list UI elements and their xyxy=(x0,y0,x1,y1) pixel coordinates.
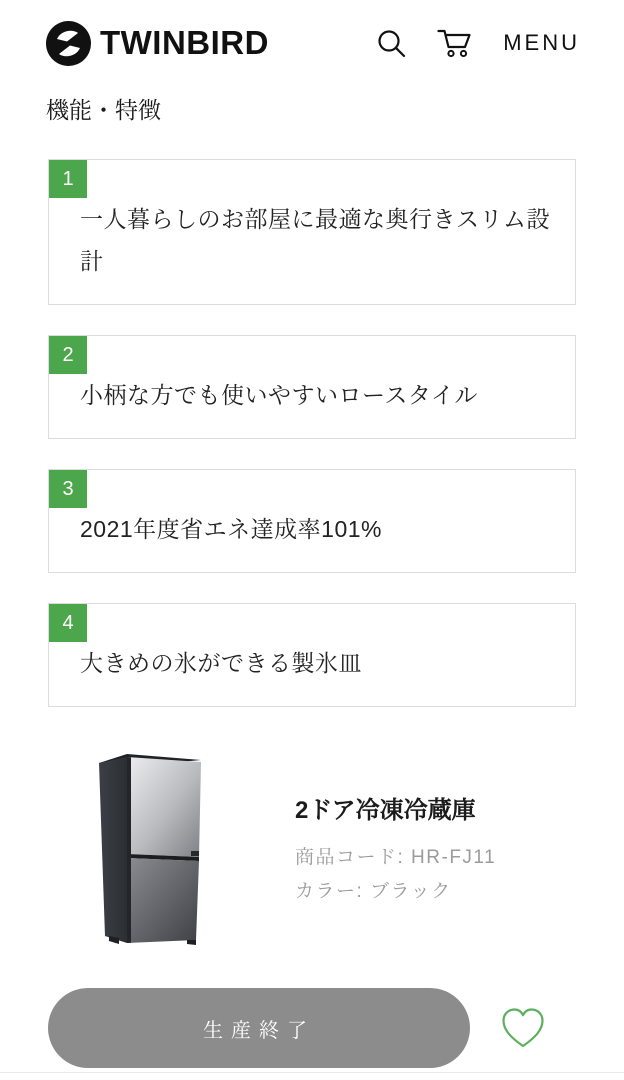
section-divider xyxy=(0,1072,624,1073)
bottom-action-bar xyxy=(0,988,624,1068)
feature-item-1 xyxy=(48,159,576,305)
product-image-wrap xyxy=(48,751,253,947)
header-actions xyxy=(376,28,580,59)
search-button[interactable] xyxy=(376,28,407,59)
search-icon xyxy=(376,28,407,59)
twinbird-bird-icon xyxy=(46,21,91,66)
feature-text: 大きめの氷ができる製氷皿 xyxy=(80,650,362,676)
site-header xyxy=(0,0,624,86)
feature-item-3 xyxy=(48,469,576,573)
brand-name: TWINBIRD xyxy=(100,24,269,61)
product-info xyxy=(295,790,496,909)
section-title: 機能・特徴 xyxy=(46,97,161,123)
feature-item-4 xyxy=(48,603,576,707)
cart-button[interactable] xyxy=(437,28,473,59)
feature-number-badge: 1 xyxy=(49,160,87,198)
favorite-wrap xyxy=(470,1006,576,1050)
feature-item-2 xyxy=(48,335,576,439)
feature-text: 小柄な方でも使いやすいロースタイル xyxy=(80,382,478,408)
feature-text: 2021年度省エネ達成率101% xyxy=(80,516,382,542)
menu-button[interactable] xyxy=(503,30,580,56)
product-color: カラー: ブラック xyxy=(295,880,452,902)
product-name: 2ドア冷凍冷蔵庫 xyxy=(295,796,476,824)
product-image-refrigerator xyxy=(95,751,207,947)
product-summary xyxy=(0,751,624,947)
product-code: 商品コード: HR-FJ11 xyxy=(295,846,497,868)
production-ended-button[interactable]: 生産終了 xyxy=(48,988,470,1068)
feature-number-badge: 3 xyxy=(49,470,87,508)
feature-number-badge: 4 xyxy=(49,604,87,642)
heart-icon xyxy=(499,1006,547,1050)
brand-logo[interactable] xyxy=(46,21,269,66)
favorite-button[interactable] xyxy=(499,1006,547,1050)
feature-text: 一人暮らしのお部屋に最適な奥行きスリム設計 xyxy=(80,206,550,274)
feature-number-badge: 2 xyxy=(49,336,87,374)
menu-label: MENU xyxy=(503,30,580,55)
feature-list xyxy=(0,159,624,707)
cart-icon xyxy=(437,28,473,59)
